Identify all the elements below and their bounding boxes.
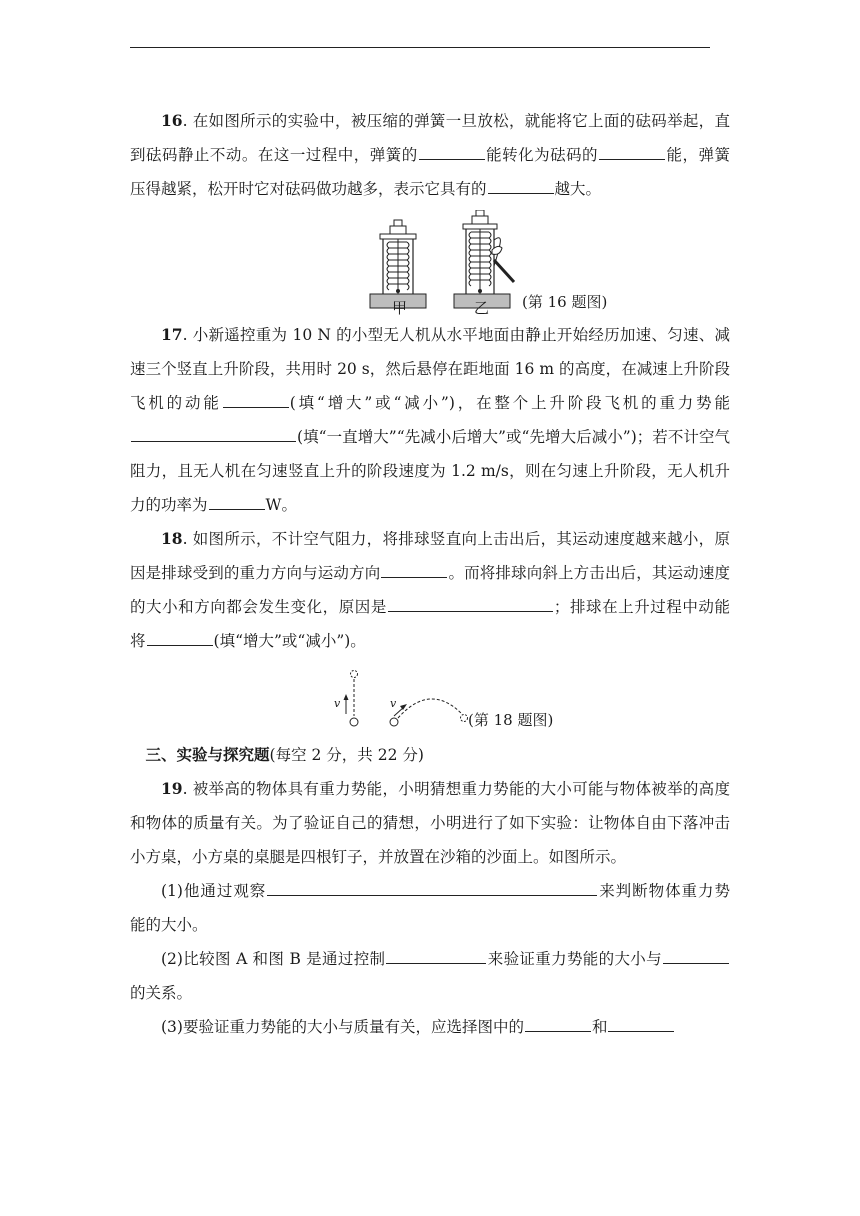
answer-blank[interactable] [488, 173, 554, 194]
question-text: 能，弹簧压得越紧，松开时它对砝码做功越多，表示它具有的 [130, 146, 730, 198]
answer-blank[interactable] [381, 557, 447, 578]
question-number: 16 [161, 111, 183, 130]
figure-caption: (第 18 题图) [468, 711, 554, 729]
answer-blank[interactable] [209, 489, 265, 510]
figure-label-b: 乙 [474, 299, 490, 317]
answer-blank[interactable] [267, 875, 597, 896]
answer-blank[interactable] [419, 139, 485, 160]
question-text: W。 [265, 496, 297, 514]
header-rule [130, 47, 710, 48]
question-text: . 在如图所示的实验中，被压缩的弹簧一旦放松，就能将它上面的砝码举起，直到砝码静止不动。在这一过程中，弹簧的 [130, 112, 730, 164]
answer-blank[interactable] [147, 625, 213, 646]
question-19 [130, 772, 730, 874]
section-points: (每空 2 分，共 22 分) [269, 746, 424, 764]
question-text: . 被举高的物体具有重力势能，小明猜想重力势能的大小可能与物体被举的高度和物体的质量有关。为了验证自己的猜想，小明进行了如下实验：让物体自由下落冲击小方桌，小方桌的桌腿是四根钉子，并放置在沙箱的沙面上。如图所示。 [130, 780, 730, 866]
question-text: (填“一直增大”“先减小后增大”或“先增大后减小”)；若不计空气阻力，且无人机在匀速竖直上升的阶段速度为 1.2 m/s，则在匀速上升阶段，无人机升力的功率为 [130, 428, 730, 514]
question-17 [130, 318, 730, 522]
answer-blank[interactable] [386, 943, 486, 964]
question-text: 。而将排球向斜上方击出后，其运动速度的大小和方向都会发生变化，原因是 [130, 564, 730, 616]
velocity-label: v [390, 697, 397, 710]
answer-blank[interactable] [525, 1011, 591, 1032]
sub-question-text: 和 [591, 1018, 608, 1036]
volleyball-motion-figure [130, 662, 730, 738]
velocity-label: v [334, 697, 341, 710]
apparatus-b [454, 210, 514, 308]
section-title [130, 738, 730, 772]
question-18 [130, 522, 730, 658]
question-text: 能转化为砝码的 [485, 146, 599, 164]
answer-blank[interactable] [608, 1011, 674, 1032]
question-text: . 如图所示，不计空气阻力，将排球竖直向上击出后，其运动速度越来越小，原因是排球受到的重力方向与运动方向 [130, 530, 730, 582]
question-text: ；排球在上升过程中动能将 [130, 598, 730, 650]
sub-question-text: (1)他通过观察 [161, 882, 267, 900]
figure-label-a: 甲 [392, 299, 408, 317]
sub-question-text: 来验证重力势能的大小与 [487, 950, 662, 968]
question-19-part-1 [130, 874, 730, 942]
vertical-throw [344, 671, 359, 727]
figure-caption: (第 16 题图) [522, 293, 608, 311]
sub-question-text: (3)要验证重力势能的大小与质量有关，应选择图中的 [161, 1018, 524, 1036]
question-text: (填“增大”或“减小”)。 [213, 632, 366, 650]
question-text: 越大。 [554, 180, 602, 198]
section-heading: 三、实验与探究题 [145, 745, 270, 764]
answer-blank[interactable] [223, 387, 289, 408]
page-content [130, 104, 730, 1044]
spring-apparatus-figure [130, 210, 730, 318]
question-19-part-3 [130, 1010, 730, 1044]
question-16 [130, 104, 730, 206]
figure-16 [130, 210, 730, 318]
sub-question-text: 的关系。 [130, 984, 193, 1002]
question-number: 18 [161, 529, 183, 548]
question-text: (填“增大”或“减小”)，在整个上升阶段飞机的重力势能 [289, 394, 730, 412]
answer-blank[interactable] [599, 139, 665, 160]
oblique-throw [390, 699, 468, 726]
answer-blank[interactable] [388, 591, 553, 612]
apparatus-a [370, 220, 426, 308]
sub-question-text: (2)比较图 A 和图 B 是通过控制 [161, 950, 386, 968]
question-number: 17 [161, 325, 183, 344]
question-19-part-2 [130, 942, 730, 1010]
sub-question-text: 来判断物体重力势能的大小。 [130, 882, 730, 934]
figure-18 [130, 662, 730, 738]
answer-blank[interactable] [131, 421, 296, 442]
answer-blank[interactable] [663, 943, 729, 964]
question-number: 19 [161, 779, 183, 798]
question-text: . 小新遥控重为 10 N 的小型无人机从水平地面由静止开始经历加速、匀速、减速三个竖直上升阶段，共用时 20 s，然后悬停在距地面 16 m 的高度，在减速上升阶段飞机的动能 [130, 326, 730, 412]
